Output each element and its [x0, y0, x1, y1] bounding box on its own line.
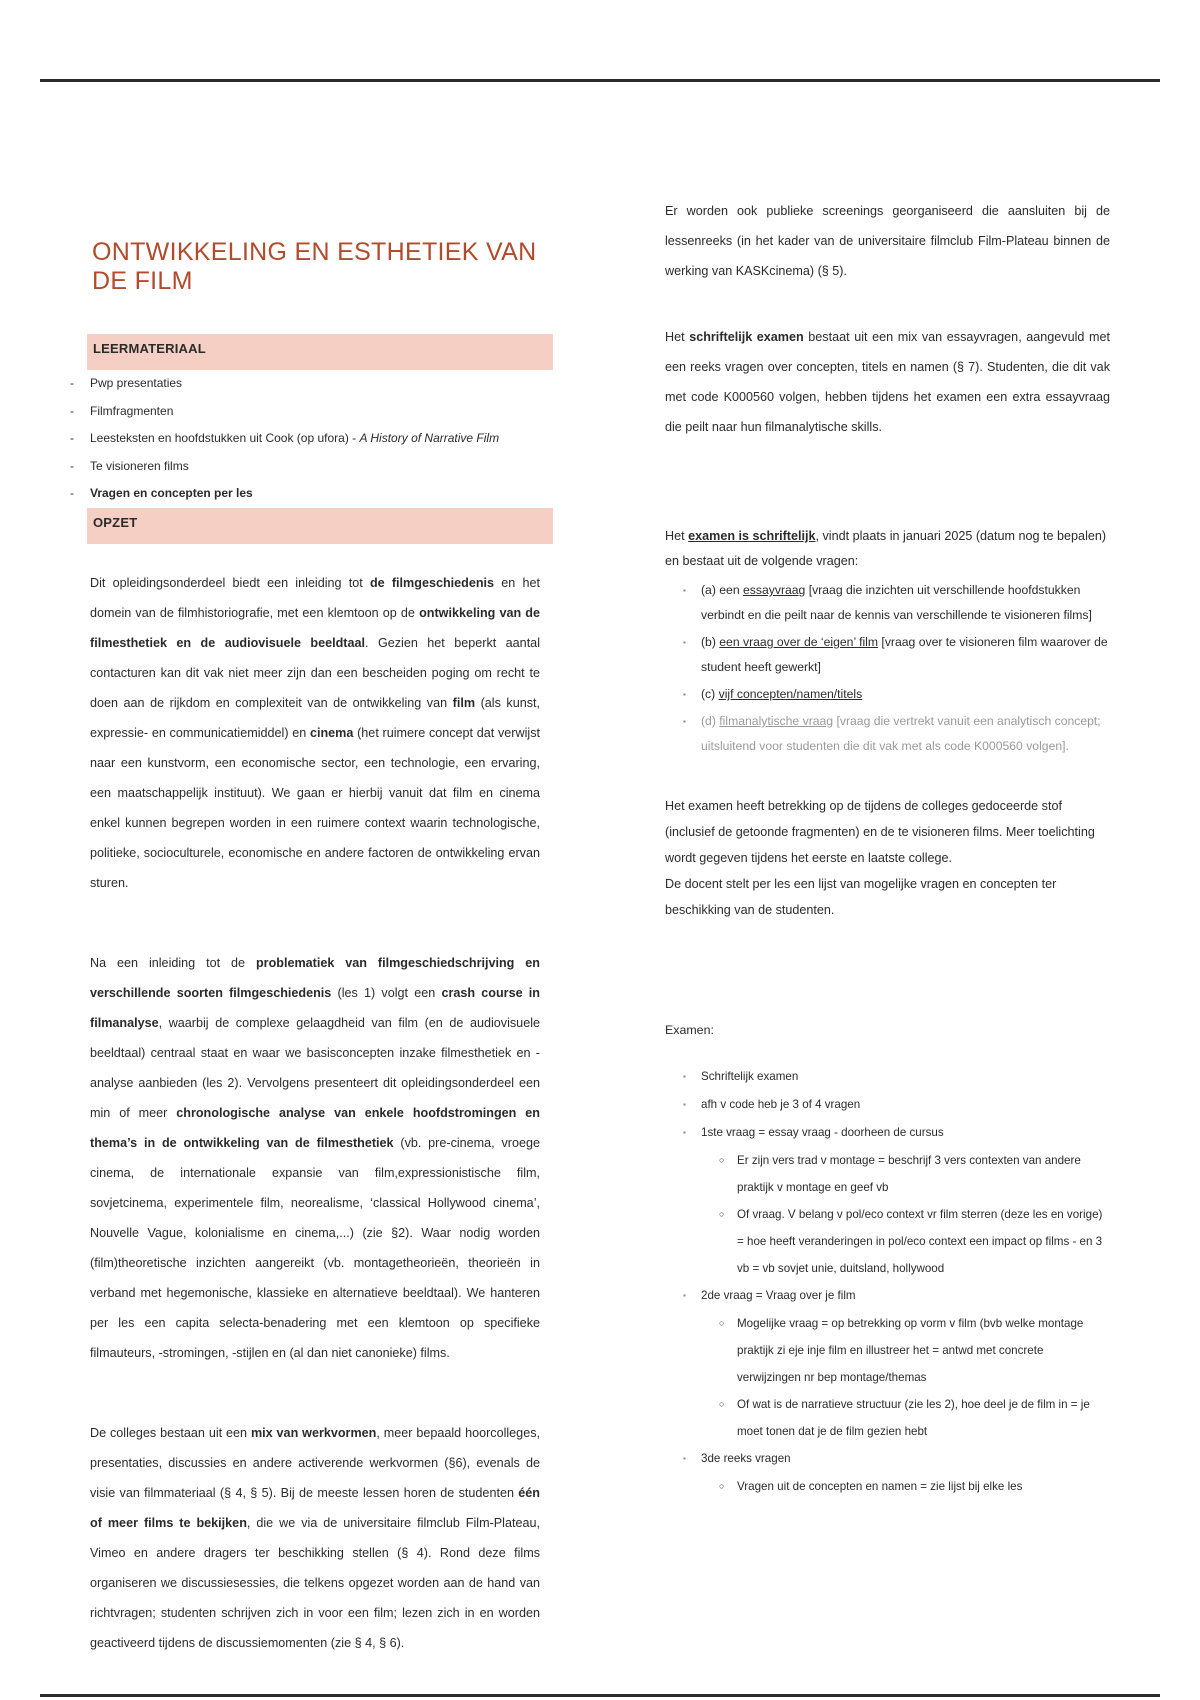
sub-list-item: ○ Er zijn vers trad v montage = beschrijf 3 vers contexten van andere praktijk v montage en geef vb	[737, 1147, 1110, 1201]
left-column	[90, 238, 540, 1658]
list-item: ▪ (c) vijf concepten/namen/titels	[701, 682, 1110, 707]
list-item: ▪ (a) een essayvraag [vraag die inzichten uit verschillende hoofdstukken verbindt en die peilt naar de kennis van verschillende te visioneren films]	[701, 578, 1110, 628]
list-item: ▪ (b) een vraag over de ‘eigen’ film [vraag over te visioneren film waarover de student heeft gewerkt]	[701, 630, 1110, 680]
list-item: ▪ 3de reeks vragen ○ Vragen uit de concepten en namen = zie lijst bij elke les	[701, 1445, 1110, 1500]
opzet-paragraph-2: Na een inleiding tot de problematiek van filmgeschiedschrijving en verschillende soorten filmgeschiedenis (les 1) volgt een crash course in filmanalyse, waarbij de complexe gelaagdheid van film (en de audiovisuele beeldtaal) centraal staat en waar we basisconcepten inzake filmesthetiek en -analyse aanbieden (les 2). Vervolgens presenteert dit opleidingsonderdeel een min of meer chronologische analyse van enkele hoofdstromingen en thema’s in de ontwikkeling van de filmesthetiek (vb. pre-cinema, vroege cinema, de internationale expansie van film,expressionistische film, sovjetcinema, experimentele film, neorealisme, ‘classical Hollywood cinema’, Nouvelle Vague, kolonialisme en cinema,...) (zie §2). Waar nodig worden (film)theoretische inzichten aangereikt (vb. montagetheorieën, theorieën in verband met hegemonische, klassieke en alternatieve beeldtaal). We hanteren per les een capita selecta-benadering met een klemtoon op specifieke filmauteurs, -stromingen, -stijlen en (al dan niet canonieke) films.	[90, 955, 540, 1360]
section-heading-opzet: OPZET	[87, 508, 553, 544]
questions-list-paragraph: De docent stelt per les een lijst van mogelijke vragen en concepten ter beschikking van de studenten.	[665, 877, 1057, 917]
sub-list	[737, 1147, 1110, 1282]
list-item: ▪ 2de vraag = Vraag over je film ○ Mogelijke vraag = op betrekking op vorm v film (bvb welke montage praktijk zi eje inje film en illustreer het = antwd met concrete verwijzingen nr bep montage/themas ○ Of wat is de narratieve structuur (zie les 2), hoe deel je de film in = je moet tonen dat je de film gezien hebt	[701, 1282, 1110, 1445]
sub-list-item: ○ Of wat is de narratieve structuur (zie les 2), hoe deel je de film in = je moet tonen dat je de film gezien hebt	[737, 1391, 1110, 1445]
exam-format-paragraph: Het examen is schriftelijk, vindt plaats in januari 2025 (datum nog te bepalen) en bestaat uit de volgende vragen:	[665, 529, 1107, 568]
opzet-paragraph-3: De colleges bestaan uit een mix van werkvormen, meer bepaald hoorcolleges, presentaties, discussies en andere activerende werkvormen (§6), evenals de visie van filmmateriaal (§ 4, § 5). Bij de meeste lessen horen de studenten één of meer films te bekijken, die we via de universitaire filmclub Film-Plateau, Vimeo en andere dragers ter beschikking stellen (§ 4). Rond deze films organiseren we discussiesessies, die telkens opgezet worden aan de hand van richtvragen; studenten schrijven zich in voor een film; lezen zich in en worden geactiveerd tijdens de discussiemomenten (zie § 4, § 6).	[90, 1425, 540, 1650]
exam-notes-list	[701, 1063, 1110, 1500]
exam-questions-list	[701, 578, 1110, 759]
right-column	[665, 196, 1110, 1500]
sub-list-item: ○ Of vraag. V belang v pol/eco context vr film sterren (deze les en vorige) = hoe heeft veranderingen in pol/eco context een impact op films - en 3 vb = vb sovjet unie, duitsland, hollywood	[737, 1201, 1110, 1282]
bottom-rule	[40, 1694, 1160, 1697]
book-title: A History of Narrative Film	[359, 431, 500, 445]
exam-paragraph: Het schriftelijk examen bestaat uit een mix van essayvragen, aangevuld met een reeks vragen over concepten, titels en namen (§ 7). Studenten, die dit vak met code K000560 volgen, hebben tijdens het examen een extra essayvraag die peilt naar hun filmanalytische skills.	[665, 330, 1110, 434]
sub-list	[737, 1310, 1110, 1445]
list-item: - Pwp presentaties	[90, 370, 540, 398]
list-item: ▪ 1ste vraag = essay vraag - doorheen de cursus ○ Er zijn vers trad v montage = beschrijf 3 vers contexten van andere praktijk v montage en geef vb ○ Of vraag. V belang v pol/eco context vr film sterren (deze les en vorige) = hoe heeft veranderingen in pol/eco context een impact op films - en 3 vb = vb sovjet unie, duitsland, hollywood	[701, 1119, 1110, 1282]
list-item: - Leesteksten en hoofdstukken uit Cook (op ufora) - A History of Narrative Film	[90, 425, 540, 453]
sub-list-item: ○ Vragen uit de concepten en namen = zie lijst bij elke les	[737, 1473, 1110, 1500]
document-title: ONTWIKKELING EN ESTHETIEK VAN DE FILM	[92, 238, 537, 295]
screenings-paragraph: Er worden ook publieke screenings georganiseerd die aansluiten bij de lessenreeks (in het kader van de universitaire filmclub Film-Plateau binnen de werking van KASKcinema) (§ 5).	[665, 204, 1110, 278]
opzet-paragraph-1: Dit opleidingsonderdeel biedt een inleiding tot de filmgeschiedenis en het domein van de filmhistoriografie, met een klemtoon op de ontwikkeling van de filmesthetiek en de audiovisuele beeldtaal. Gezien het beperkt aantal contacturen kan dit vak niet meer zijn dan een bescheiden poging om recht te doen aan de rijkdom en complexiteit van de ontwikkeling van film (als kunst, expressie- en communicatiemiddel) en cinema (het ruimere concept dat verwijst naar een kunstvorm, een economische sector, een technologie, een ervaring, een maatschappelijk instituut). We gaan er hierbij vanuit dat film en cinema enkel kunnen begrepen worden in een ruimere context waarin technologische, politieke, socioculturele, economische en andere factoren de ontwikkeling ervan sturen.	[90, 575, 541, 890]
top-rule	[40, 79, 1160, 82]
list-item: - Vragen en concepten per les	[90, 480, 540, 508]
exam-scope-paragraph: Het examen heeft betrekking op de tijdens de colleges gedoceerde stof (inclusief de getoonde fragmenten) en de te visioneren films. Meer toelichting wordt gegeven tijdens het eerste en laatste college.	[665, 799, 1095, 865]
sub-list-item: ○ Mogelijke vraag = op betrekking op vorm v film (bvb welke montage praktijk zi eje inje film en illustreer het = antwd met concrete verwijzingen nr bep montage/themas	[737, 1310, 1110, 1391]
list-item: ▪ (d) filmanalytische vraag [vraag die vertrekt vanuit een analytisch concept; uitsluitend voor studenten die dit vak met als code K000560 volgen].	[701, 709, 1110, 759]
list-item: - Filmfragmenten	[90, 398, 540, 426]
section-heading-leermateriaal: LEERMATERIAAL	[87, 334, 553, 370]
exam-notes-label: Examen:	[665, 1023, 714, 1037]
sub-list	[737, 1473, 1110, 1500]
list-item: - Te visioneren films	[90, 453, 540, 481]
materials-list	[90, 370, 540, 508]
list-item: ▪ Schriftelijk examen	[701, 1063, 1110, 1091]
list-item: ▪ afh v code heb je 3 of 4 vragen	[701, 1091, 1110, 1119]
